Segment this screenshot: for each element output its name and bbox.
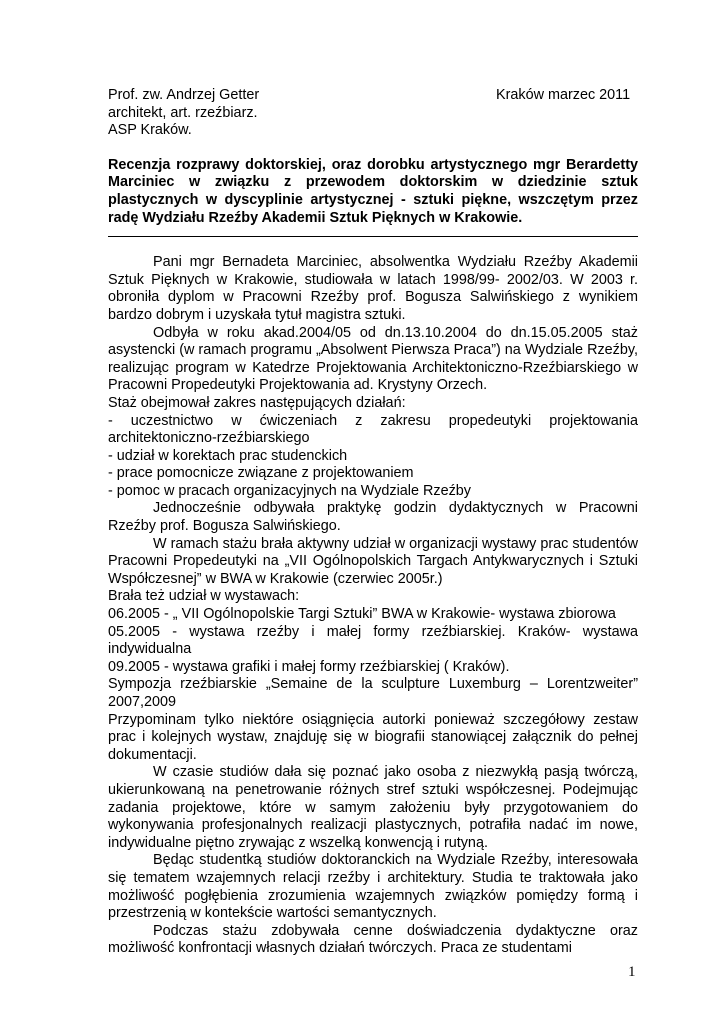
title-divider — [108, 236, 638, 237]
exhibition-4: Sympozja rzeźbiarskie „Semaine de la sculpture Luxemburg – Lorentzweiter” 2007,2009 — [108, 676, 638, 710]
paragraph-10: Podczas stażu zdobywała cenne doświadczenia dydaktyczne oraz możliwość konfrontacji własnych działań twórczych. Praca ze studentami — [108, 922, 638, 957]
list-item-3: - prace pomocnicze związane z projektowaniem — [108, 465, 414, 482]
paragraph-1: Pani mgr Bernadeta Marciniec, absolwentka Wydziału Rzeźby Akademii Sztuk Pięknych w Krakowie, studiowała w latach 1998/99- 2002/03. W 2003 r. obroniła dyplom w Pracowni Rzeźby prof. Bogusza Salwińskiego z wynikiem bardzo dobrym i uzyskała tytuł magistra sztuki. — [108, 254, 638, 323]
list-item-4: - pomoc w pracach organizacyjnych na Wydziale Rzeźby — [108, 482, 471, 499]
review-title: Recenzja rozprawy doktorskiej, oraz dorobku artystycznego mgr Berardetty Marciniec w związku z przewodem doktorskim w dziedzinie sztuk plastycznych w dyscyplinie artystycznej - sztuki piękne, wszczętym przez radę Wydziału Rzeźby Akademii Sztuk Pięknych w Krakowie. — [108, 156, 638, 226]
header-row — [108, 87, 638, 105]
list-item-1: - uczestnictwo w ćwiczeniach z zakresu propedeutyki projektowania architektoniczno-rzeźbiarskiego — [108, 412, 638, 447]
document-page — [108, 87, 638, 958]
page-number: 1 — [628, 964, 636, 980]
paragraph-3: Staż obejmował zakres następujących działań: — [108, 394, 406, 411]
list-item-2: - udział w korektach prac studenckich — [108, 447, 348, 464]
exhibition-3: 09.2005 - wystawa grafiki i małej formy rzeźbiarskiej ( Kraków). — [108, 658, 510, 675]
paragraph-9: Będąc studentką studiów doktoranckich na Wydziale Rzeźby, interesowała się tematem wzajemnych relacji rzeźby i architektury. Studia te traktowała jako możliwość pogłębienia zrozumienia wzajemnych związków pomiędzy formą i przestrzenią w kontekście wartości semantycznych. — [108, 852, 638, 922]
document-date: Kraków marzec 2011 — [496, 87, 631, 103]
paragraph-7: Przypominam tylko niektóre osiągnięcia autorki ponieważ szczegółowy zestaw prac i kolejnych wystaw, znajduję się w biografii stanowiącej załącznik do pełnej dokumentacji. — [108, 711, 638, 763]
paragraph-2: Odbyła w roku akad.2004/05 od dn.13.10.2004 do dn.15.05.2005 staż asystencki (w ramach programu „Absolwent Pierwsza Praca”) na Wydziale Rzeźby, realizując program w Katedrze Projektowania Architektoniczno-Rzeźbiarskiego w Pracowni Propedeutyki Projektowania ad. Krystyny Orzech. — [108, 324, 638, 394]
paragraph-4: Jednocześnie odbywała praktykę godzin dydaktycznych w Pracowni Rzeźby prof. Bogusza Salwińskiego. — [108, 500, 638, 535]
paragraph-8: W czasie studiów dała się poznać jako osoba z niezwykłą pasją twórczą, ukierunkowaną na penetrowanie różnych stref sztuki współczesnej. Podejmując zadania projektowe, które w samym założeniu były przygotowaniem do wykonywania profesjonalnych realizacji plastycznych, potrafiła nadać im nowe, indywidualne piętno zrywając z wszelką konwencją i rutyną. — [108, 764, 638, 851]
author-institution: ASP Kraków. — [108, 122, 192, 139]
paragraph-5: W ramach stażu brała aktywny udział w organizacji wystawy prac studentów Pracowni Propedeutyki na „VII Ogólnopolskich Targach Antykwarycznych i Sztuki Współczesnej” w BWA w Krakowie (czerwiec 2005r.) — [108, 535, 638, 587]
author-name: Prof. zw. Andrzej Getter — [108, 87, 260, 103]
paragraph-6: Brała też udział w wystawach: — [108, 588, 300, 605]
author-title: architekt, art. rzeźbiarz. — [108, 104, 258, 121]
exhibition-1: 06.2005 - „ VII Ogólnopolskie Targi Sztuki” BWA w Krakowie- wystawa zbiorowa — [108, 606, 616, 623]
exhibition-2: 05.2005 - wystawa rzeźby i małej formy rzeźbiarskiej. Kraków- wystawa indywidualna — [108, 623, 638, 658]
